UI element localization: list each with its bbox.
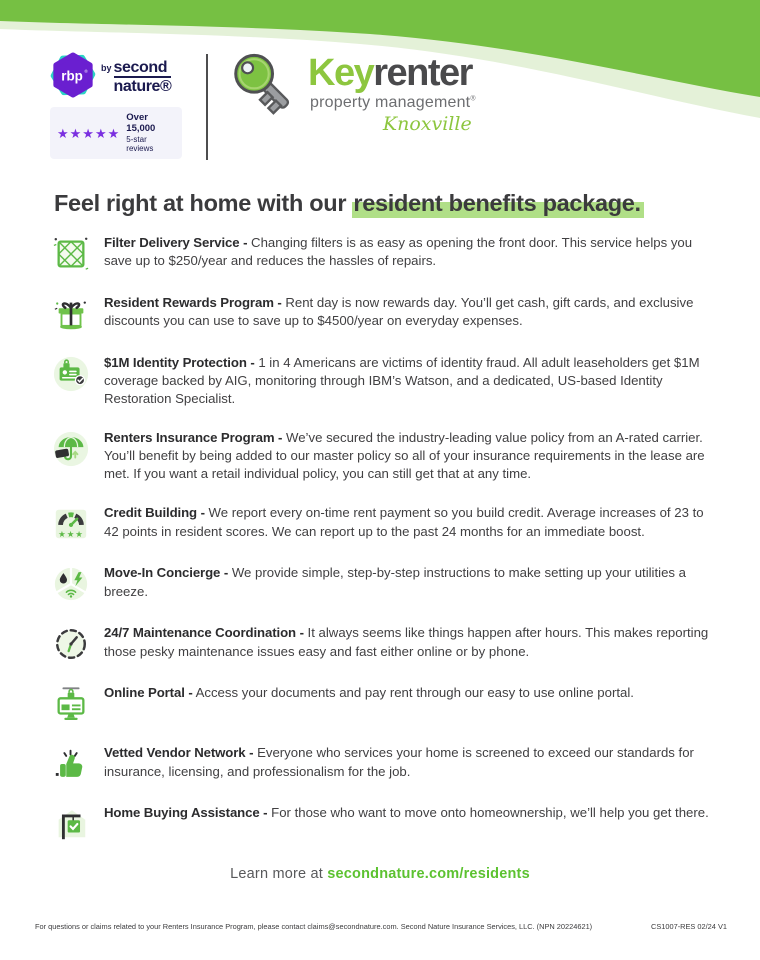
benefit-description: We provide simple, step-by-step instructions to make setting up your utilities a breeze. [104, 565, 687, 599]
benefit-credit-building [52, 504, 720, 543]
benefit-vetted-vendor-network [52, 744, 720, 783]
second-nature-logo [101, 60, 171, 94]
benefit-title: Home Buying Assistance - [104, 805, 268, 821]
reviews-count: Over 15,000 [126, 112, 156, 134]
air-filter-icon [52, 235, 90, 273]
benefit-maintenance-coordination [52, 624, 720, 663]
keyrenter-location: Knoxville [382, 113, 472, 135]
five-stars-icon: ★★★★★ [57, 125, 121, 141]
benefit-identity-protection [52, 354, 720, 408]
benefit-description: Everyone who services your home is screened to exceed our standards for insurance, licensing, and professionalism for the job. [104, 745, 694, 779]
keyrenter-subtitle-text: property management [310, 94, 471, 111]
page-title [54, 190, 644, 217]
online-portal-icon [52, 685, 90, 723]
gift-box-icon [52, 295, 90, 333]
benefit-home-buying-assistance [52, 804, 720, 843]
benefit-description: We report every on-time rent payment so you build credit. Average increases of 23 to 42 points in resident scores. We can report up to the past 24 months for an immediate boost. [104, 505, 704, 539]
benefits-list [52, 234, 720, 843]
thumbs-up-icon [52, 745, 90, 783]
benefit-resident-rewards [52, 294, 720, 333]
headline-prefix: Feel right at home with our [54, 190, 353, 216]
benefit-online-portal [52, 684, 720, 723]
rbp-reg-mark: ® [84, 69, 88, 75]
benefit-description: We’ve secured the industry-leading value policy from an A-rated carrier. You’ll benefit by being added to our master policy so all of your insurance requirements in the lease are met. If you want a retail individual policy, you can still get that at any time. [104, 430, 705, 482]
second-nature-word-top: second [114, 60, 172, 78]
keyrenter-word-renter: renter [373, 52, 472, 94]
svg-text:★★★: ★★★ [58, 529, 84, 540]
id-card-shield-icon [52, 355, 90, 393]
benefit-description: Changing filters is as easy as opening the front door. This service helps you save up to $250/year and reduces the hassles of repairs. [104, 235, 693, 269]
reviews-badge [50, 107, 182, 159]
keyrenter-word-key: Key [308, 52, 374, 94]
benefit-title: Renters Insurance Program - [104, 430, 283, 446]
by-label: by [101, 62, 112, 73]
insurance-disclaimer: For questions or claims related to your Renters Insurance Program, please contact claims@secondnature.com. Second Nature Insurance Services, LLC. (NPN 20224621) [35, 922, 593, 931]
benefit-description: It always seems like things happen after hours. This makes reporting those pesky maintenance issues easy and fast either online or by phone. [104, 625, 709, 659]
keyrenter-reg-mark: ® [470, 95, 476, 103]
learn-more-link[interactable]: secondnature.com/residents [327, 866, 530, 882]
reviews-label: 5-star reviews [126, 134, 154, 154]
benefit-description: For those who want to move onto homeownership, we’ll help you get there. [271, 805, 709, 821]
credit-gauge-icon [52, 505, 90, 543]
rbp-logo-text: rbp [61, 68, 83, 84]
home-sign-icon [52, 805, 90, 843]
clock-icon [52, 625, 90, 663]
rbp-logo-icon [50, 52, 96, 98]
keyrenter-subtitle [310, 94, 476, 112]
benefit-renters-insurance [52, 429, 720, 483]
benefit-title: Filter Delivery Service - [104, 235, 248, 250]
header [50, 52, 476, 160]
learn-more-line [0, 866, 760, 882]
benefit-title: $1M Identity Protection - [104, 355, 255, 370]
logo-divider [206, 54, 208, 160]
key-icon [228, 52, 304, 124]
benefit-description: 1 in 4 Americans are victims of identity fraud. All adult leaseholders get $1M coverage backed by AIG, monitoring through IBM’s Watson, and a dedicated, US-based Identity Restoration Specialist. [104, 355, 700, 407]
benefit-filter-delivery [52, 234, 720, 273]
rbp-second-nature-block [50, 52, 184, 159]
benefit-move-in-concierge [52, 564, 720, 603]
keyrenter-logo [228, 52, 476, 135]
keyrenter-wordmark [308, 54, 476, 92]
umbrella-icon [52, 430, 90, 468]
benefit-title: Resident Rewards Program - [104, 295, 282, 310]
document-code: CS1007-RES 02/24 V1 [650, 922, 727, 931]
benefit-title: Vetted Vendor Network - [104, 745, 254, 761]
learn-more-prefix: Learn more at [230, 866, 323, 882]
benefit-title: 24/7 Maintenance Coordination - [104, 625, 304, 641]
benefit-title: Credit Building - [104, 505, 205, 521]
benefit-description: Rent day is now rewards day. You’ll get cash, gift cards, and exclusive discounts you can use to save up to $4500/year on everyday expenses. [104, 295, 694, 329]
second-nature-word-bottom: nature® [113, 78, 172, 95]
benefit-description: Access your documents and pay rent through our easy to use online portal. [195, 685, 634, 701]
fine-print [35, 922, 727, 931]
utilities-icon [52, 565, 90, 603]
benefit-title: Move-In Concierge - [104, 565, 229, 581]
benefit-title: Online Portal - [104, 685, 193, 701]
headline-highlight: resident benefits package. [352, 190, 643, 218]
